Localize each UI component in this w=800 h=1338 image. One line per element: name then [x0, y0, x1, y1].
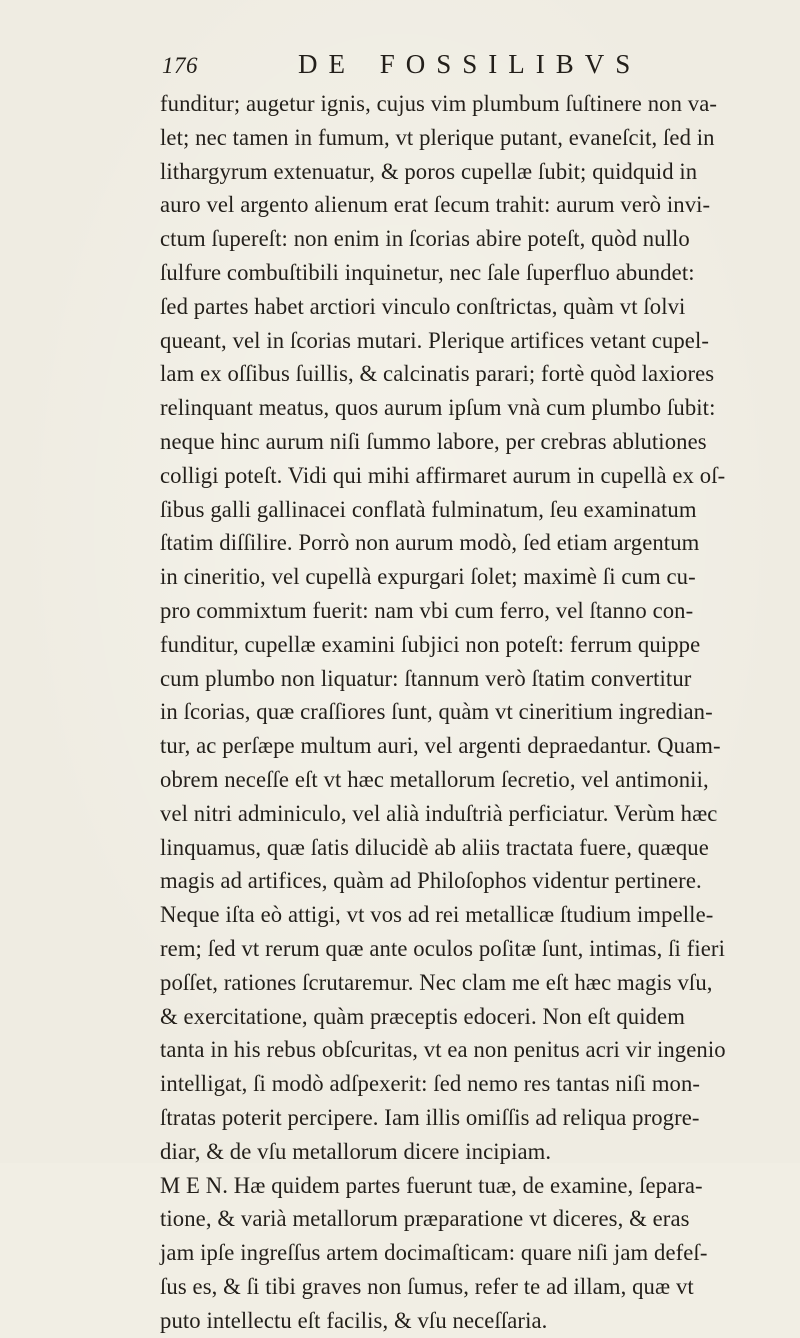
- text-line: magis ad artifices, quàm ad Philoſophos videntur pertinere.: [160, 868, 702, 895]
- text-line: poſſet, rationes ſcrutaremur. Nec clam me eſt hæc magis vſu,: [160, 969, 713, 996]
- text-line: linquamus, quæ ſatis dilucidè ab aliis tractata fuere, quæque: [160, 834, 709, 861]
- text-line: relinquant meatus, quos aurum ipſum vnà cum plumbo ſubit:: [160, 395, 716, 422]
- text-line: in cineritio, vel cupellà expurgari ſolet; maximè ſi cum cu-: [160, 564, 696, 591]
- page-number: 176: [162, 53, 198, 78]
- text-line: obrem neceſſe eſt vt hæc metallorum ſecretio, vel antimonii,: [160, 766, 709, 793]
- text-line: funditur, cupellæ examini ſubjici non poteſt: ferrum quippe: [160, 631, 701, 658]
- text-line: colligi poteſt. Vidi qui mihi affirmaret aurum in cupellà ex oſ-: [160, 462, 726, 489]
- text-line: ſulfure combuſtibili inquinetur, nec ſale ſuperfluo abundet:: [160, 259, 695, 286]
- text-line: tur, ac perſæpe multum auri, vel argenti depraedantur. Quam-: [160, 733, 721, 760]
- text-line: & exercitatione, quàm præceptis edoceri. Non eſt quidem: [160, 1003, 685, 1030]
- text-line: let; nec tamen in fumum, vt plerique putant, evaneſcit, ſed in: [160, 124, 715, 151]
- text-line: M E N. Hæ quidem partes fuerunt tuæ, de examine, ſepara-: [160, 1172, 703, 1199]
- text-line: intelligat, ſi modò adſpexerit: ſed nemo res tantas niſi mon-: [160, 1071, 701, 1098]
- text-line: rem; ſed vt rerum quæ ante oculos poſitæ ſunt, intimas, ſi fieri: [160, 935, 725, 962]
- text-line: lithargyrum extenuatur, & poros cupellæ ſubit; quidquid in: [160, 158, 698, 185]
- body-text: [160, 88, 800, 1338]
- text-line: auro vel argento alienum erat ſecum trahit: aurum verò invi-: [160, 192, 711, 219]
- text-line: funditur; augetur ignis, cujus vim plumbum ſuſtinere non va-: [160, 91, 718, 117]
- text-line: tione, & varià metallorum præparatione vt diceres, & eras: [160, 1206, 690, 1233]
- text-line: ſibus galli gallinacei conflatà fulminatum, ſeu examinatum: [160, 496, 697, 523]
- text-line: lam ex oſſibus ſuillis, & calcinatis parari; fortè quòd laxiores: [160, 361, 715, 388]
- text-line: pro commixtum fuerit: nam vbi cum ferro, vel ſtanno con-: [160, 597, 694, 624]
- text-line: Neque iſta eò attigi, vt vos ad rei metallicæ ſtudium impelle-: [160, 902, 714, 929]
- text-line: diar, & de vſu metallorum dicere incipiam.: [160, 1138, 552, 1165]
- text-line: queant, vel in ſcorias mutari. Plerique artifices vetant cupel-: [160, 327, 710, 354]
- text-line: ſus es, & ſi tibi graves non ſumus, refer te ad illam, quæ vt: [160, 1273, 694, 1300]
- text-line: cum plumbo non liquatur: ſtannum verò ſtatim convertitur: [160, 665, 692, 692]
- running-head: DE FOSSILIBVS: [298, 49, 642, 79]
- text-line: ſed partes habet arctiori vinculo conſtrictas, quàm vt ſolvi: [160, 293, 686, 320]
- text-line: ſtatim diſſilire. Porrò non aurum modò, ſed etiam argentum: [160, 530, 700, 557]
- text-line: neque hinc aurum niſi ſummo labore, per crebras ablutiones: [160, 428, 707, 455]
- text-line: ctum ſupereſt: non enim in ſcorias abire poteſt, quòd nullo: [160, 226, 690, 253]
- text-line: in ſcorias, quæ craſſiores ſunt, quàm vt cineritium ingredian-: [160, 699, 713, 726]
- page-header: [0, 43, 800, 83]
- text-line: tanta in his rebus obſcuritas, vt ea non penitus acri vir ingenio: [160, 1037, 726, 1064]
- text-line: jam ipſe ingreſſus artem docimaſticam: quare niſi jam defeſ-: [160, 1240, 708, 1267]
- text-line: ſtratas poterit percipere. Iam illis omiſſis ad reliqua progre-: [160, 1104, 700, 1131]
- text-line: vel nitri adminiculo, vel alià induſtrià perficiatur. Verùm hæc: [160, 800, 718, 827]
- text-line: puto intellectu eſt facilis, & vſu neceſſaria.: [160, 1307, 548, 1334]
